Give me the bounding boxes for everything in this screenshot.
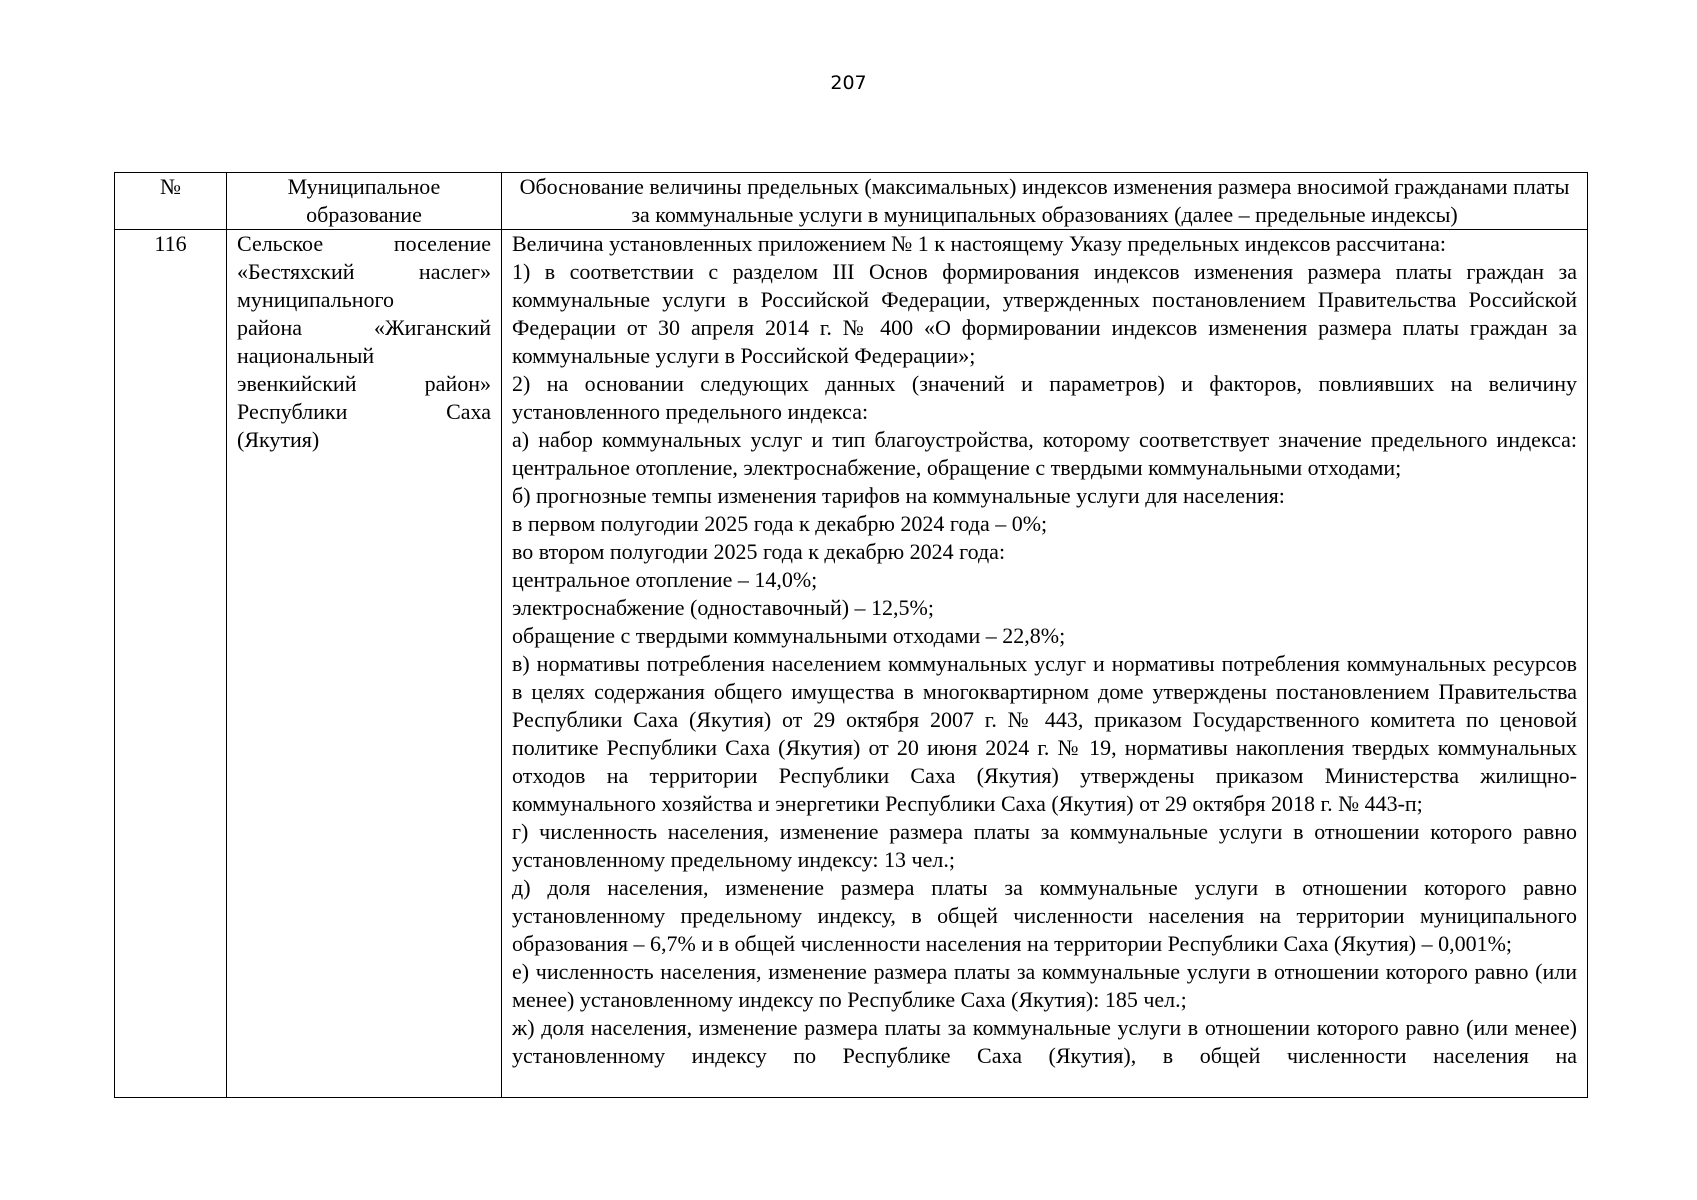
justification-paragraph: во втором полугодии 2025 года к декабрю 2024 года: xyxy=(512,539,1006,564)
header-justification: Обоснование величины предельных (максимальных) индексов изменения размера вносимой гражданами платы за коммунальные услуги в муниципальных образованиях (далее – предельные индексы) xyxy=(502,173,1588,230)
justification-paragraph: обращение с твердыми коммунальными отходами – 22,8%; xyxy=(512,623,1066,648)
justification-paragraph: Величина установленных приложением № 1 к настоящему Указу предельных индексов рассчитана: xyxy=(512,231,1446,256)
municipality-line: (Якутия) xyxy=(237,427,320,452)
municipality-line: Сельское поселение xyxy=(237,231,491,256)
municipality-line: Республики Саха xyxy=(237,399,491,424)
municipality-line: национальный xyxy=(237,343,375,368)
row-municipality xyxy=(227,230,502,1098)
municipality-line: района «Жиганский xyxy=(237,315,491,340)
page-number: 207 xyxy=(830,72,867,94)
header-municipality: Муниципальное образование xyxy=(227,173,502,230)
justification-paragraph: в) нормативы потребления населением коммунальных услуг и нормативы потребления коммунальных ресурсов в целях содержания общего имущества в многоквартирном доме утверждены постановлением Правительства Республики Саха (Якутия) от 29 октября 2007 г. № 443, приказом Государственного комитета по ценовой политике Республики Саха (Якутия) от 20 июня 2024 г. № 19, нормативы накопления твердых коммунальных отходов на территории Республики Саха (Якутия) утверждены приказом Министерства жилищно-коммунального хозяйства и энергетики Республики Саха (Якутия) от 29 октября 2018 г. № 443-п; xyxy=(512,651,1577,816)
justification-paragraph: 1) в соответствии с разделом III Основ формирования индексов изменения размера платы граждан за коммунальные услуги в Российской Федерации, утвержденных постановлением Правительства Российской Федерации от 30 апреля 2014 г. № 400 «О формировании индексов изменения размера платы граждан за коммунальные услуги в Российской Федерации»; xyxy=(512,259,1577,368)
justification-paragraph: а) набор коммунальных услуг и тип благоустройства, которому соответствует значение предельного индекса: центральное отопление, электроснабжение, обращение с твердыми коммунальными отходами; xyxy=(512,427,1577,480)
justification-paragraph: в первом полугодии 2025 года к декабрю 2024 года – 0%; xyxy=(512,511,1048,536)
municipality-line: эвенкийский район» xyxy=(237,371,491,396)
row-number: 116 xyxy=(115,230,227,1098)
justification-paragraph: б) прогнозные темпы изменения тарифов на коммунальные услуги для населения: xyxy=(512,483,1285,508)
row-justification xyxy=(502,230,1588,1098)
justification-paragraph: электроснабжение (одноставочный) – 12,5%; xyxy=(512,595,934,620)
justification-paragraph: центральное отопление – 14,0%; xyxy=(512,567,818,592)
justification-paragraph: г) численность населения, изменение размера платы за коммунальные услуги в отношении которого равно установленному предельному индексу: 13 чел.; xyxy=(512,819,1577,872)
table-row xyxy=(115,230,1588,1098)
table-header-row xyxy=(115,173,1588,230)
municipality-line: муниципального xyxy=(237,287,395,312)
index-justification-table xyxy=(114,172,1588,1098)
header-number: № xyxy=(115,173,227,230)
justification-paragraph: д) доля населения, изменение размера платы за коммунальные услуги в отношении которого равно установленному предельному индексу, в общей численности населения на территории муниципального образования – 6,7% и в общей численности населения на территории Республики Саха (Якутия) – 0,001%; xyxy=(512,875,1577,956)
justification-paragraph: е) численность населения, изменение размера платы за коммунальные услуги в отношении которого равно (или менее) установленному индексу по Республике Саха (Якутия): 185 чел.; xyxy=(512,959,1577,1012)
municipality-line: «Бестяхский наслег» xyxy=(237,259,491,284)
justification-paragraph: 2) на основании следующих данных (значений и параметров) и факторов, повлиявших на величину установленного предельного индекса: xyxy=(512,371,1577,424)
justification-paragraph: ж) доля населения, изменение размера платы за коммунальные услуги в отношении которого равно (или менее) установленному индексу по Республике Саха (Якутия), в общей численности населения на xyxy=(512,1015,1577,1068)
